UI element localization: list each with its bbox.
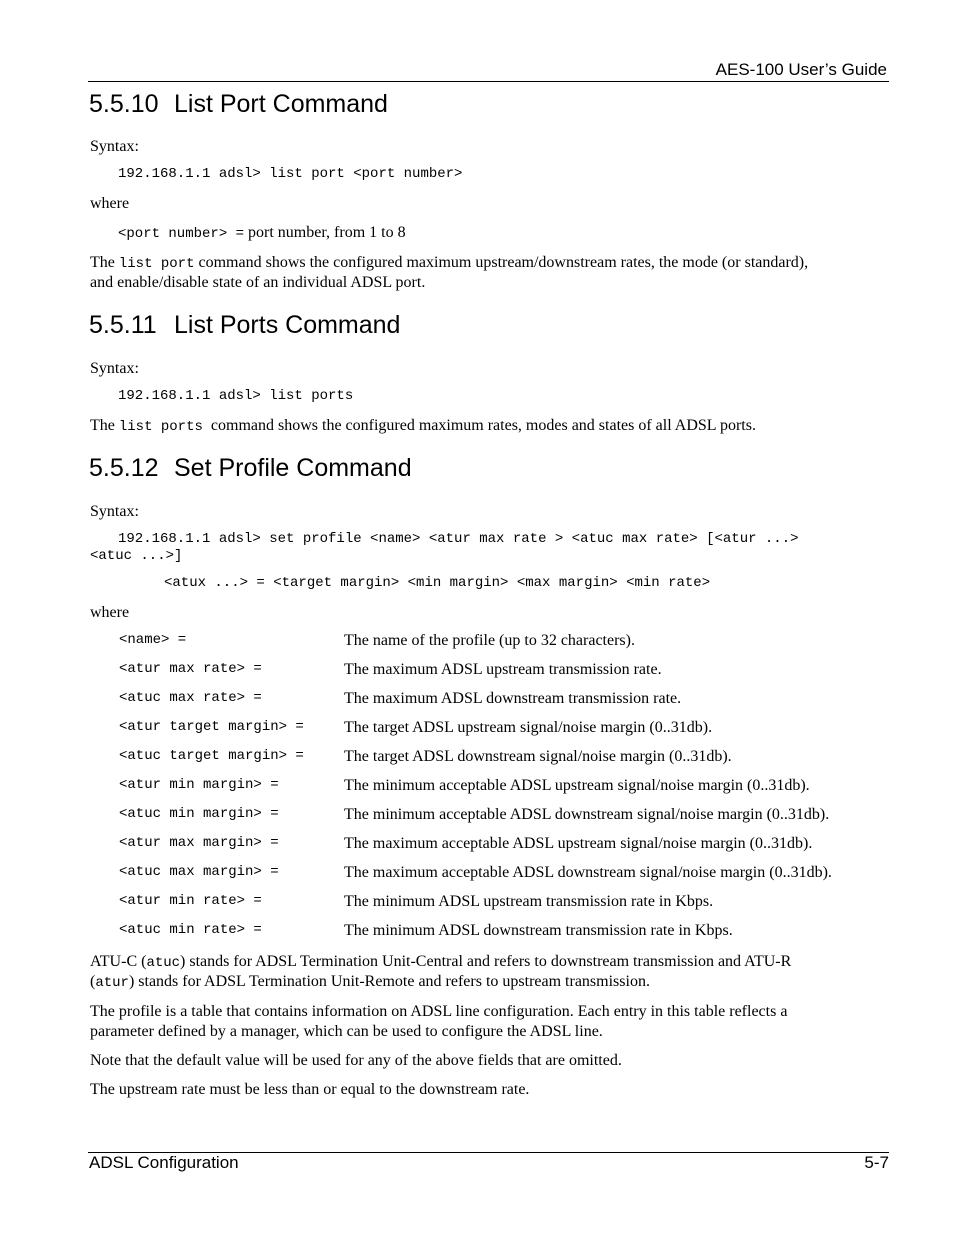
syntax-code-line-3: <atux ...> = <target margin> <min margin> <max margin> <min rate> xyxy=(164,575,711,591)
page-number: 5-7 xyxy=(864,1153,889,1172)
description-line: The list ports command shows the configured maximum rates, modes and states of all ADSL ports. xyxy=(90,417,756,435)
param-term: <atuc max rate> = xyxy=(119,690,262,706)
description-line-1: The list port command shows the configured maximum upstream/downstream rates, the mode (or standard), xyxy=(90,254,809,272)
syntax-code: 192.168.1.1 adsl> list ports xyxy=(118,388,354,404)
param-term: <name> = xyxy=(119,632,187,648)
profile-paragraph-line-2: parameter defined by a manager, which can be used to configure the ADSL line. xyxy=(90,1023,603,1040)
syntax-code-line-2: <atuc ...>] xyxy=(90,548,183,564)
inline-command: list ports xyxy=(118,419,203,435)
syntax-label: Syntax: xyxy=(90,503,139,520)
description-line-2: and enable/disable state of an individual ADSL port. xyxy=(90,274,426,291)
param-term: <atuc max margin> = xyxy=(119,864,279,880)
section-heading-list-port xyxy=(89,90,388,119)
syntax-code: 192.168.1.1 adsl> list port <port number> xyxy=(118,166,463,182)
param-description: The minimum acceptable ADSL downstream signal/noise margin (0..31db). xyxy=(344,806,830,823)
section-number: 5.5.10 xyxy=(89,90,159,118)
profile-paragraph-line-1: The profile is a table that contains information on ADSL line configuration. Each entry in this table reflects a xyxy=(90,1003,788,1020)
param-description: The target ADSL upstream signal/noise margin (0..31db). xyxy=(344,719,713,736)
param-description: The target ADSL downstream signal/noise margin (0..31db). xyxy=(344,748,732,765)
running-header-title: AES-100 User’s Guide xyxy=(715,60,887,79)
section-title: List Ports Command xyxy=(174,311,401,339)
param-description: The maximum acceptable ADSL upstream signal/noise margin (0..31db). xyxy=(344,835,813,852)
inline-code-atuc: atuc xyxy=(146,955,181,971)
param-term: <atuc min rate> = xyxy=(119,922,262,938)
param-term: <atur max rate> = xyxy=(119,661,262,677)
where-label: where xyxy=(90,604,130,621)
section-heading-list-ports xyxy=(89,311,400,340)
param-term: <atuc target margin> = xyxy=(119,748,304,764)
param-term: <atur min rate> = xyxy=(119,893,262,909)
param-description: The maximum ADSL upstream transmission rate. xyxy=(344,661,662,678)
param-term: <atur min margin> = xyxy=(119,777,279,793)
param-description: The maximum ADSL downstream transmission rate. xyxy=(344,690,682,707)
section-number: 5.5.11 xyxy=(89,311,157,339)
section-title: List Port Command xyxy=(174,90,388,118)
section-number: 5.5.12 xyxy=(89,454,159,482)
syntax-label: Syntax: xyxy=(90,360,139,377)
footer-section-name: ADSL Configuration xyxy=(89,1153,239,1172)
section-heading-set-profile xyxy=(89,454,412,483)
param-definition xyxy=(118,223,406,244)
where-label: where xyxy=(90,195,130,212)
syntax-code-line-1: 192.168.1.1 adsl> set profile <name> <atur max rate > <atuc max rate> [<atur ...> xyxy=(118,531,799,547)
param-description: The minimum ADSL downstream transmission rate in Kbps. xyxy=(344,922,733,939)
default-value-note: Note that the default value will be used for any of the above fields that are omitted. xyxy=(90,1052,622,1069)
syntax-label: Syntax: xyxy=(90,138,139,155)
atu-paragraph-line-2: (atur) stands for ADSL Termination Unit-Remote and refers to upstream transmission. xyxy=(90,973,650,991)
upstream-rate-note: The upstream rate must be less than or equal to the downstream rate. xyxy=(90,1081,530,1098)
param-term: <atur max margin> = xyxy=(119,835,279,851)
inline-command: list port xyxy=(118,256,195,272)
atu-paragraph-line-1: ATU-C (atuc) stands for ADSL Termination Unit-Central and refers to downstream transmission and ATU-R xyxy=(90,953,792,971)
param-code: <port number> = xyxy=(118,226,245,242)
section-title: Set Profile Command xyxy=(174,454,412,482)
param-description: port number, from 1 to 8 xyxy=(248,224,406,241)
param-description: The maximum acceptable ADSL downstream signal/noise margin (0..31db). xyxy=(344,864,832,881)
inline-code-atur: atur xyxy=(95,975,129,991)
param-term: <atuc min margin> = xyxy=(119,806,279,822)
header-rule xyxy=(88,81,889,82)
param-description: The minimum acceptable ADSL upstream signal/noise margin (0..31db). xyxy=(344,777,810,794)
param-description: The minimum ADSL upstream transmission rate in Kbps. xyxy=(344,893,714,910)
param-description: The name of the profile (up to 32 characters). xyxy=(344,632,635,649)
param-term: <atur target margin> = xyxy=(119,719,304,735)
